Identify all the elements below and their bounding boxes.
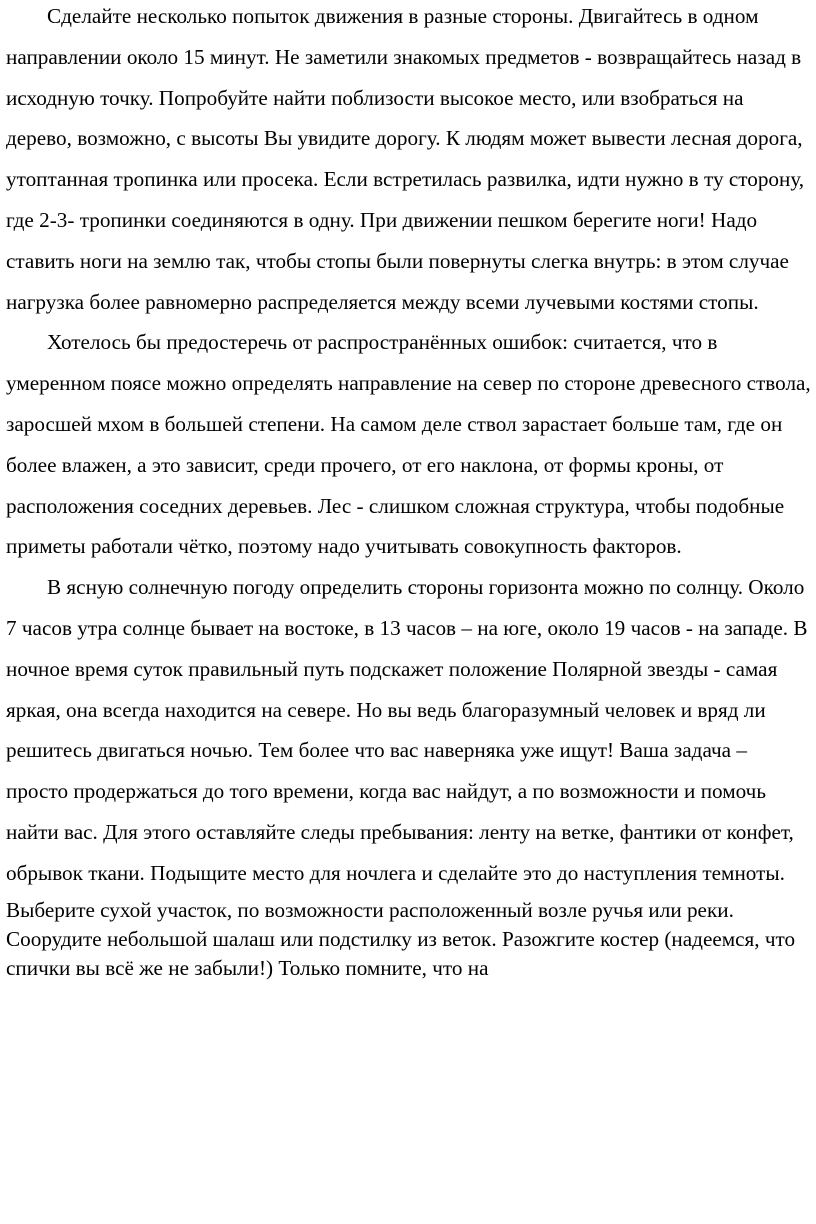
- paragraph-movement-tips: Сделайте несколько попыток движения в разные стороны. Двигайтесь в одном направлении около 15 минут. Не заметили знакомых предметов - возвращайтесь назад в исходную точку. Попробуйте найти поблизости высокое место, или взобраться на дерево, возможно, с высоты Вы увидите дорогу. К людям может вывести лесная дорога, утоптанная тропинка или просека. Если встретилась развилка, идти нужно в ту сторону, где 2-3- тропинки соединяются в одну. При движении пешком берегите ноги! Надо ставить ноги на землю так, чтобы стопы были повернуты слегка внутрь: в этом случае нагрузка более равномерно распределяется между всеми лучевыми костями стопы.: [6, 4, 805, 314]
- paragraph-common-mistakes: Хотелось бы предостеречь от распространённых ошибок: считается, что в умеренном поясе можно определять направление на север по стороне древесного ствола, заросшей мхом в большей степени. На самом деле ствол зарастает больше там, где он более влажен, а это зависит, среди прочего, от его наклона, от формы кроны, от расположения соседних деревьев. Лес - слишком сложная структура, чтобы подобные приметы работали чётко, поэтому надо учитывать совокупность факторов.: [6, 330, 811, 559]
- paragraph-orientation-by-sun: В ясную солнечную погоду определить стороны горизонта можно по солнцу. Около 7 часов утра солнце бывает на востоке, в 13 часов – на юге, около 19 часов - на западе. В ночное время суток правильный путь подскажет положение Полярной звезды - самая яркая, она всегда находится на севере. Но вы ведь благоразумный человек и вряд ли решитесь двигаться ночью. Тем более что вас наверняка уже ищут! Ваша задача – просто продержаться до того времени, когда вас найдут, а по возможности и помочь найти вас. Для этого оставляйте следы пребывания: ленту на ветке, фантики от конфет, обрывок ткани. Подыщите место для ночлега и сделайте это до наступления темноты.: [6, 575, 808, 885]
- paragraph-overnight-shelter: Выберите сухой участок, по возможности расположенный возле ручья или реки. Соорудите небольшой шалаш или подстилку из веток. Разожгите костер (надеемся, что спички вы всё же не забыли!) Только помните, что на: [6, 897, 796, 980]
